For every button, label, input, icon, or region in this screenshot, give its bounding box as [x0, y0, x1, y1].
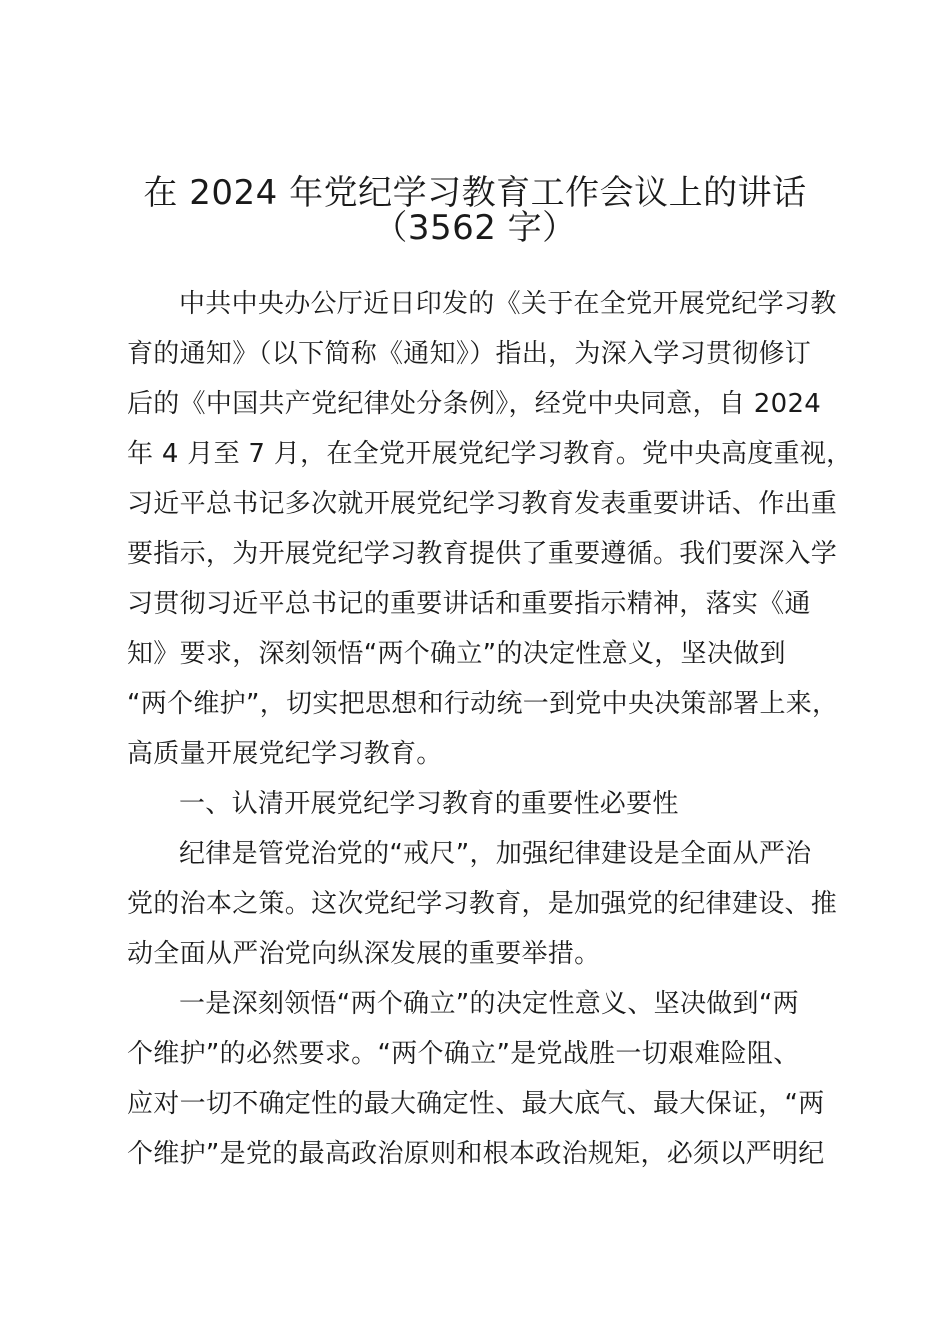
paragraph-line: 后的《中国共产党纪律处分条例》，经党中央同意，自 2024	[127, 389, 822, 419]
paragraph-line: 年 4 月至 7 月，在全党开展党纪学习教育。党中央高度重视，	[127, 439, 853, 469]
paragraph-line: 个维护”是党的最高政治原则和根本政治规矩，必须以严明纪	[127, 1139, 825, 1169]
paragraph-line: 个维护”的必然要求。“两个确立”是党战胜一切艰难险阻、	[127, 1039, 800, 1069]
paragraph-line: 动全面从严治党向纵深发展的重要举措。	[127, 939, 601, 969]
paragraph-line: 育的通知》（以下简称《通知》）指出，为深入学习贯彻修订	[127, 339, 812, 369]
paragraph-line: 党的治本之策。这次党纪学习教育，是加强党的纪律建设、推	[127, 889, 838, 919]
document-subtitle-word-count: （3562 字）	[373, 208, 577, 248]
paragraph-line: 一是深刻领悟“两个确立”的决定性意义、坚决做到“两	[179, 989, 799, 1019]
paragraph-line: 高质量开展党纪学习教育。	[127, 739, 443, 769]
paragraph-line: 应对一切不确定性的最大确定性、最大底气、最大保证，“两	[127, 1089, 825, 1119]
section-heading: 一、认清开展党纪学习教育的重要性必要性	[179, 789, 679, 819]
paragraph-line: 习贯彻习近平总书记的重要讲话和重要指示精神，落实《通	[127, 589, 811, 619]
paragraph-line: 中共中央办公厅近日印发的《关于在全党开展党纪学习教	[179, 289, 837, 319]
paragraph-line: 纪律是管党治党的“戒尺”，加强纪律建设是全面从严治	[179, 839, 812, 869]
paragraph-line: 要指示，为开展党纪学习教育提供了重要遵循。我们要深入学	[127, 539, 838, 569]
paragraph-line: 知》要求，深刻领悟“两个确立”的决定性意义，坚决做到	[127, 639, 786, 669]
paragraph-line: 习近平总书记多次就开展党纪学习教育发表重要讲话、作出重	[127, 489, 838, 519]
paragraph-line: “两个维护”，切实把思想和行动统一到党中央决策部署上来，	[127, 689, 839, 719]
document-title: 在 2024 年党纪学习教育工作会议上的讲话	[143, 173, 807, 213]
